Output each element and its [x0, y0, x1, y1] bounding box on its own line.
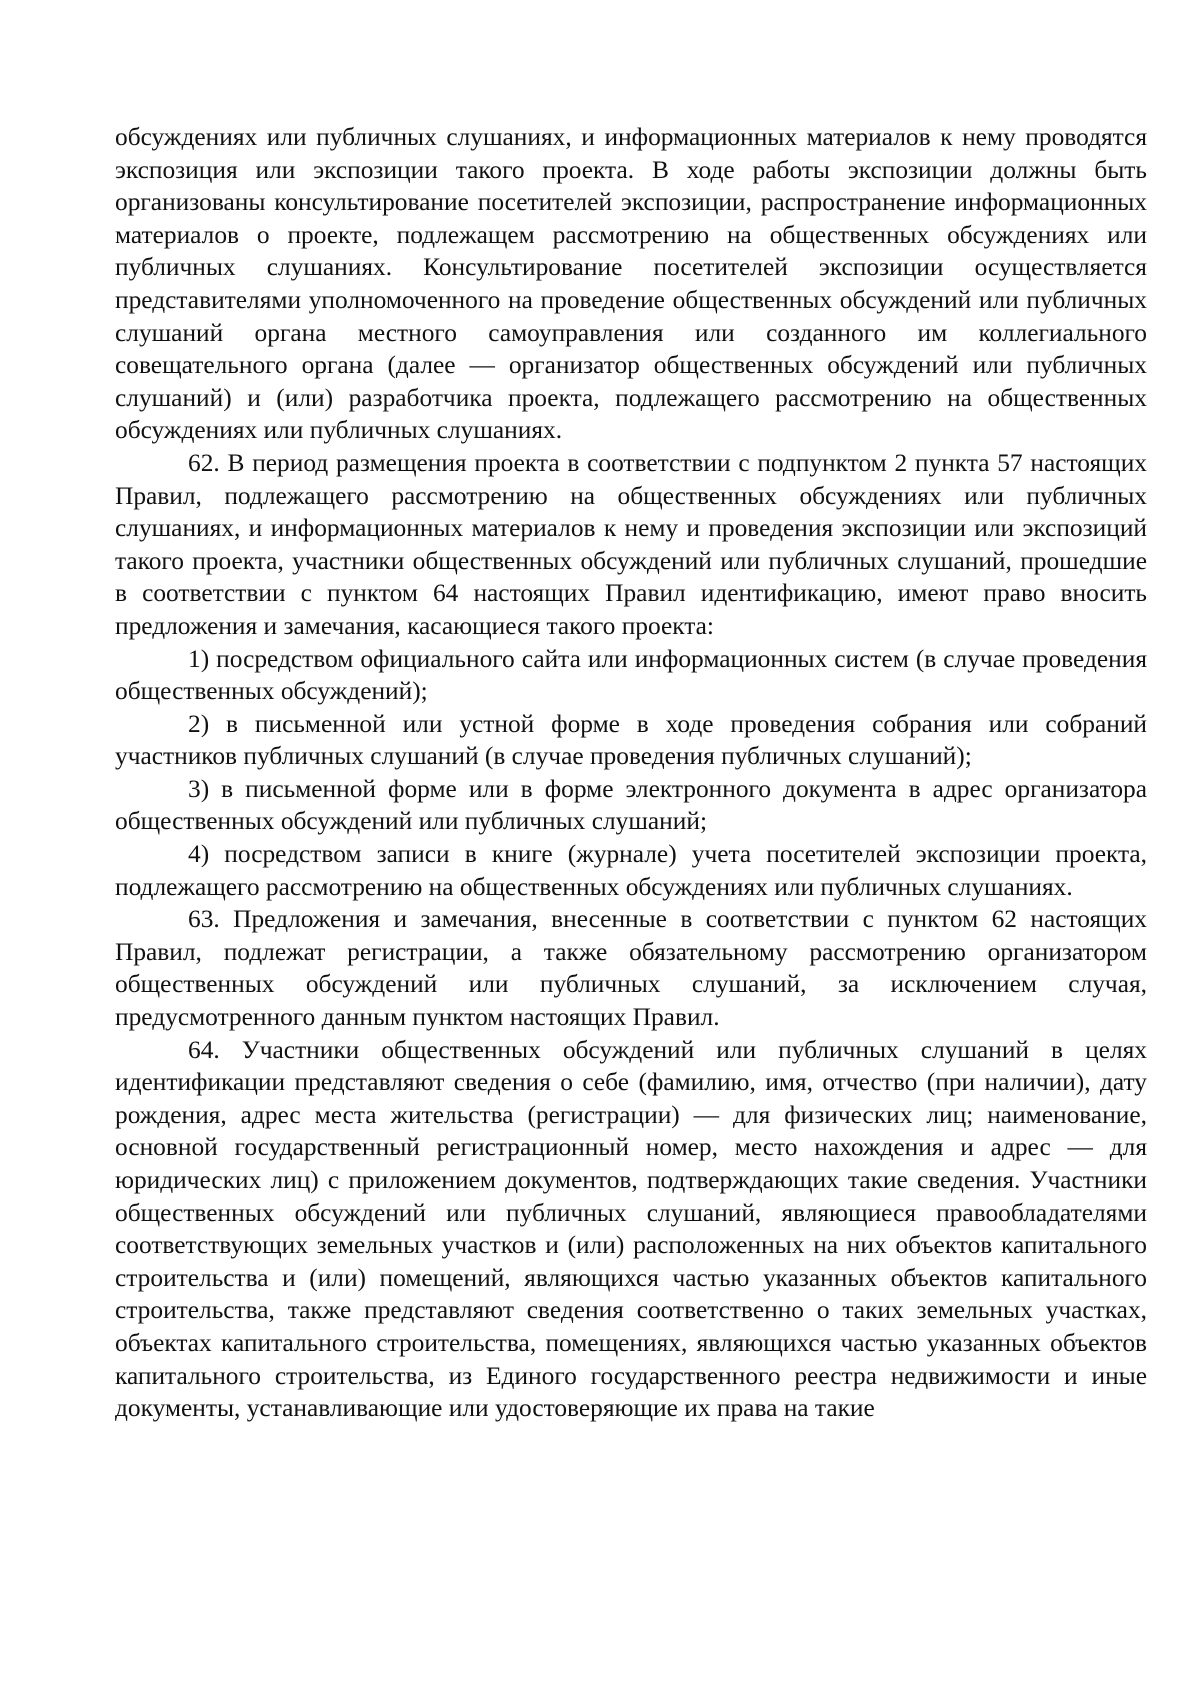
list-item-text: посредством записи в книге (журнале) учета посетителей экспозиции проекта, подлежащего рассмотрению на общественных обсуждениях или публичных слушаниях.	[115, 840, 1148, 901]
paragraph-number: 62.	[188, 448, 228, 477]
paragraph-number: 63.	[188, 905, 234, 934]
paragraph-text: Участники общественных обсуждений или публичных слушаний в целях идентификации представляют сведения о себе (фамилию, имя, отчество (при наличии), дату рождения, адрес места жительства (регистрации) — для физических лиц; наименование, основной государственный регистрационный номер, место нахождения и адрес — для юридических лиц) с приложением документов, подтверждающих такие сведения. Участники общественных обсуждений или публичных слушаний, являющиеся правообладателями соответствующих земельных участков и (или) расположенных на них объектов капитального строительства и (или) помещений, являющихся частью указанных объектов капитального строительства, также представляют сведения соответственно о таких земельных участках, объектах капитального строительства, помещениях, являющихся частью указанных объектов капитального строительства, из Единого государственного реестра недвижимости и иные документы, устанавливающие или удостоверяющие их права на такие	[115, 1035, 1147, 1423]
paragraph-text: В период размещения проекта в соответствии с подпунктом 2 пункта 57 настоящих Правил, подлежащего рассмотрению на общественных обсуждениях или публичных слушаниях, и информационных материалов к нему и проведения экспозиции или экспозиций такого проекта, участники общественных обсуждений или публичных слушаний, прошедшие в соответствии с пунктом 64 настоящих Правил идентификацию, имеют право вносить предложения и замечания, касающиеся такого проекта:	[115, 448, 1147, 640]
list-item-62-2	[115, 708, 1147, 773]
paragraph-text: обсуждениях или публичных слушаниях, и информационных материалов к нему проводятся экспозиция или экспозиции такого проекта. В ходе работы экспозиции должны быть организованы консультирование посетителей экспозиции, распространение информационных материалов о проекте, подлежащем рассмотрению на общественных обсуждениях или публичных слушаниях. Консультирование посетителей экспозиции осуществляется представителями уполномоченного на проведение общественных обсуждений или публичных слушаний органа местного самоуправления или созданного им коллегиального совещательного органа (далее — организатор общественных обсуждений или публичных слушаний) и (или) разработчика проекта, подлежащего рассмотрению на общественных обсуждениях или публичных слушаниях.	[115, 123, 1147, 445]
paragraph-number: 64.	[188, 1035, 242, 1064]
paragraph-63	[115, 903, 1147, 1033]
list-item-62-1	[115, 643, 1147, 708]
paragraph-64	[115, 1034, 1147, 1425]
document-page	[115, 121, 1147, 1425]
list-item-number: 3)	[188, 774, 222, 803]
list-item-text: посредством официального сайта или информационных систем (в случае проведения общественных обсуждений);	[115, 644, 1148, 706]
list-item-text: в письменной или устной форме в ходе проведения собрания или собраний участников публичных слушаний (в случае проведения публичных слушаний);	[115, 709, 1148, 771]
list-item-number: 2)	[188, 709, 227, 738]
paragraph-continuation	[115, 121, 1147, 447]
list-item-62-3	[115, 773, 1147, 838]
paragraph-62	[115, 447, 1147, 643]
paragraph-text: Предложения и замечания, внесенные в соответствии с пунктом 62 настоящих Правил, подлежат регистрации, а также обязательному рассмотрению организатором общественных обсуждений или публичных слушаний, за исключением случая, предусмотренного данным пунктом настоящих Правил.	[115, 905, 1147, 1032]
list-item-text: в письменной форме или в форме электронного документа в адрес организатора общественных обсуждений или публичных слушаний;	[115, 774, 1147, 836]
list-item-number: 4)	[188, 840, 225, 869]
list-item-62-4	[115, 838, 1147, 903]
list-item-number: 1)	[188, 644, 217, 673]
